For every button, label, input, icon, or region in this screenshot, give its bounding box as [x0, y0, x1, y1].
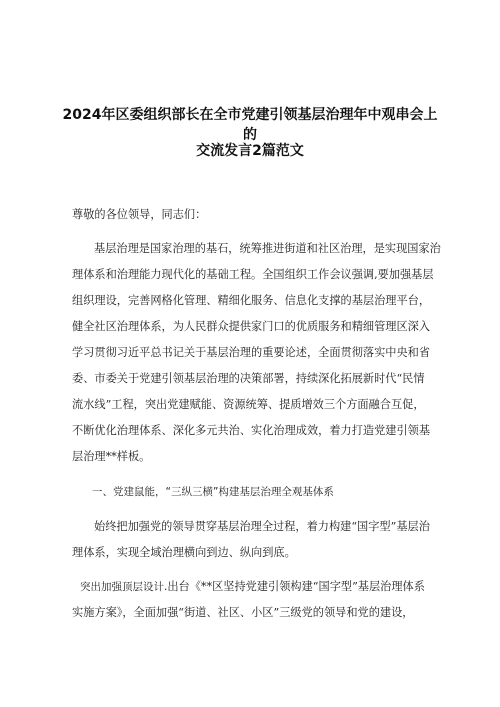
- paragraph-3-line: 实施方案》，全面加强“街道、社区、小区”三级党的领导和党的建设，: [72, 606, 414, 619]
- paragraph-2: [72, 514, 432, 566]
- paragraph-3-lead: 突出加强顶层设计.: [80, 581, 168, 593]
- paragraph-1-line: 不断优化治理体系、深化多元共治、实化治理成效，着力打造党建引领基: [72, 424, 431, 437]
- paragraph-2-line: 始终把加强党的领导贯穿基层治理全过程，着力构建“国字型”基层治: [94, 520, 430, 533]
- paragraph-1-line: 学习贯彻习近平总书记关于基层治理的重要论述，全面贯彻落实中央和省: [72, 346, 431, 359]
- paragraph-1-line: 理体系和治理能力现代化的基础工程。全国组织工作会议强调,要加强基层: [72, 268, 434, 281]
- paragraph-2-line: 理体系，实现全域治理横向到边、纵向到底。: [72, 546, 296, 559]
- section-1-heading: 一、党建鼠能，“三纵三横”构建基层治理全观基体系: [92, 486, 334, 498]
- greeting: [72, 202, 432, 228]
- paragraph-1-line: 基层治理是国家治理的基石，统筹推进街道和社区治理，是实现国家治: [94, 242, 441, 255]
- paragraph-1-line: 组织理设，完善网格化管理、精细化服务、信息化支撑的基层治理平台，: [72, 294, 431, 307]
- paragraph-3: [72, 574, 432, 626]
- paragraph-1-line: 健全社区治理体系，为人民群众提供家门口的优质服务和精细管理区深入: [72, 320, 431, 333]
- document-title-line-2: 交流发言2篇范文: [196, 143, 304, 159]
- paragraph-1: [72, 236, 441, 470]
- paragraph-3-line-1-rest: 出台《**区坚持党建引领构建“国字型”基层治理体系: [167, 580, 425, 593]
- greeting-text: 尊敬的各位领导，同志们：: [72, 208, 207, 221]
- paragraph-1-line: 委、市委关于党建引领基层治理的决策部署，持续深化拓展新时代“民情: [72, 372, 425, 385]
- document-title-line-1: 2024年区委组织部长在全市党建引领基层治理年中观串会上的: [62, 107, 438, 143]
- paragraph-1-line: 流水线”工程，突出党建赋能、资源统筹、提质增效三个方面融合互促，: [72, 398, 425, 411]
- paragraph-3-line: [72, 574, 432, 600]
- paragraph-1-line: 层治理**样板。: [72, 450, 151, 463]
